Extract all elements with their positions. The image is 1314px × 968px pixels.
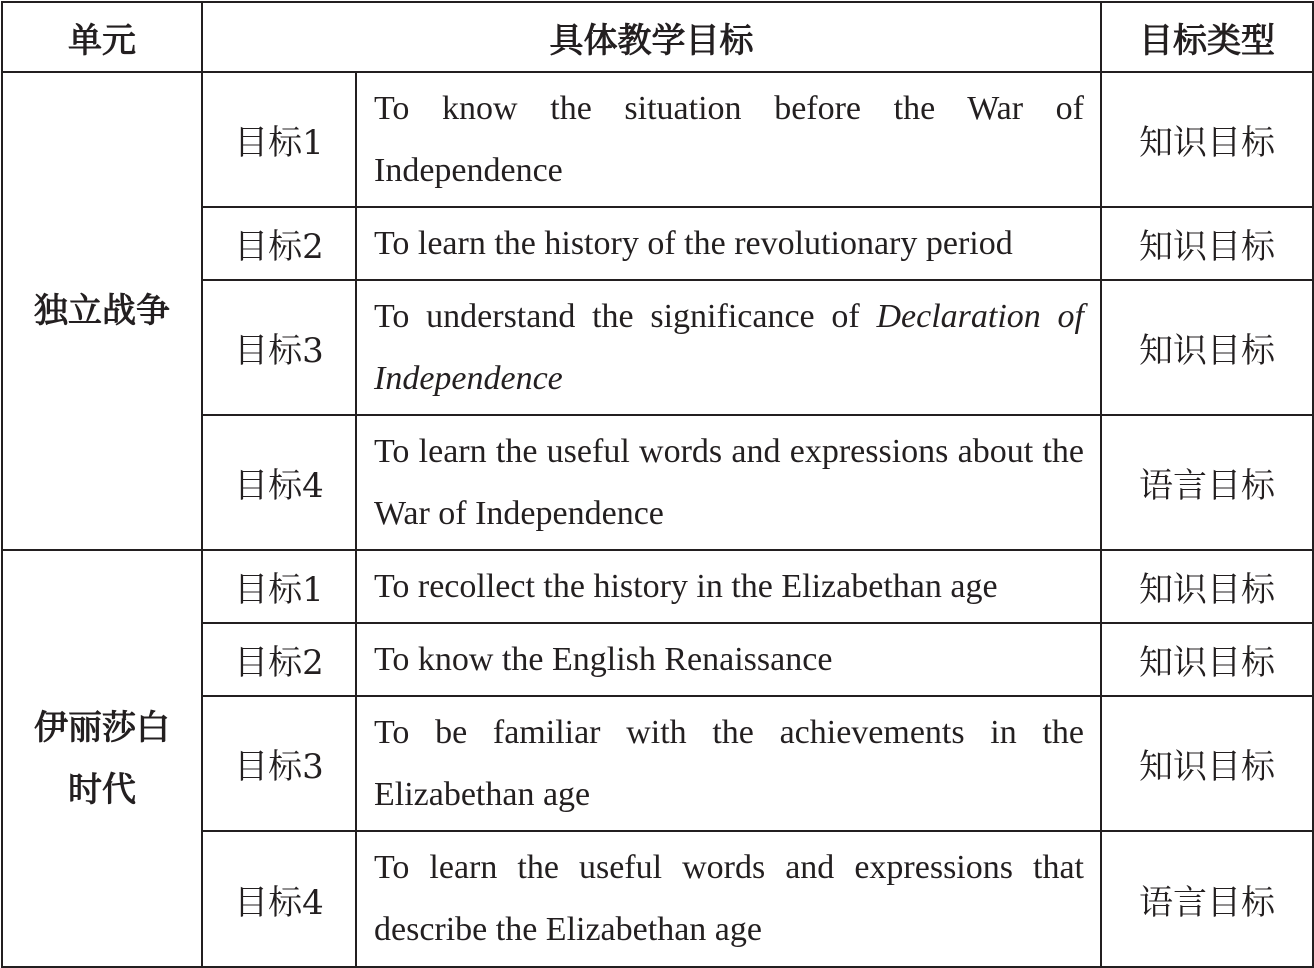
objective-text: To know the situation before the War of Independence — [356, 72, 1101, 207]
goal-label: 目标4 — [202, 831, 356, 967]
objective-text: To learn the useful words and expressions about the War of Independence — [356, 415, 1101, 550]
header-row — [2, 2, 1313, 72]
unit-label-line: 时代 — [68, 769, 136, 810]
goal-label: 目标2 — [202, 207, 356, 280]
objective-text: To learn the history of the revolutionary period — [356, 207, 1101, 280]
objective-type: 知识目标 — [1101, 72, 1313, 207]
objective-type: 知识目标 — [1101, 207, 1313, 280]
objective-text: To learn the useful words and expressions that describe the Elizabethan age — [356, 831, 1101, 967]
objective-type: 知识目标 — [1101, 623, 1313, 696]
goal-label: 目标2 — [202, 623, 356, 696]
header-type: 目标类型 — [1101, 2, 1313, 72]
goal-label: 目标3 — [202, 696, 356, 831]
objectives-table — [1, 1, 1314, 968]
header-unit: 单元 — [2, 2, 202, 72]
goal-label: 目标4 — [202, 415, 356, 550]
goal-label: 目标1 — [202, 550, 356, 623]
objective-type: 知识目标 — [1101, 696, 1313, 831]
unit-cell — [2, 550, 202, 967]
objective-type: 语言目标 — [1101, 831, 1313, 967]
objective-type: 语言目标 — [1101, 415, 1313, 550]
header-objective: 具体教学目标 — [202, 2, 1101, 72]
objective-text — [356, 280, 1101, 415]
goal-label: 目标3 — [202, 280, 356, 415]
table-row — [2, 550, 1313, 623]
objective-text: To be familiar with the achievements in the Elizabethan age — [356, 696, 1101, 831]
objective-text: To recollect the history in the Elizabethan age — [356, 550, 1101, 623]
objective-text: To know the English Renaissance — [356, 623, 1101, 696]
unit-label-line: 伊丽莎白 — [34, 707, 170, 748]
goal-label: 目标1 — [202, 72, 356, 207]
unit-label: 独立战争 — [34, 291, 170, 331]
unit-cell — [2, 72, 202, 550]
objective-type: 知识目标 — [1101, 280, 1313, 415]
objective-text-plain: To understand the significance of — [374, 297, 877, 335]
objective-text-italic: Declaration of Independence — [374, 297, 1084, 397]
objective-type: 知识目标 — [1101, 550, 1313, 623]
table-row — [2, 72, 1313, 207]
